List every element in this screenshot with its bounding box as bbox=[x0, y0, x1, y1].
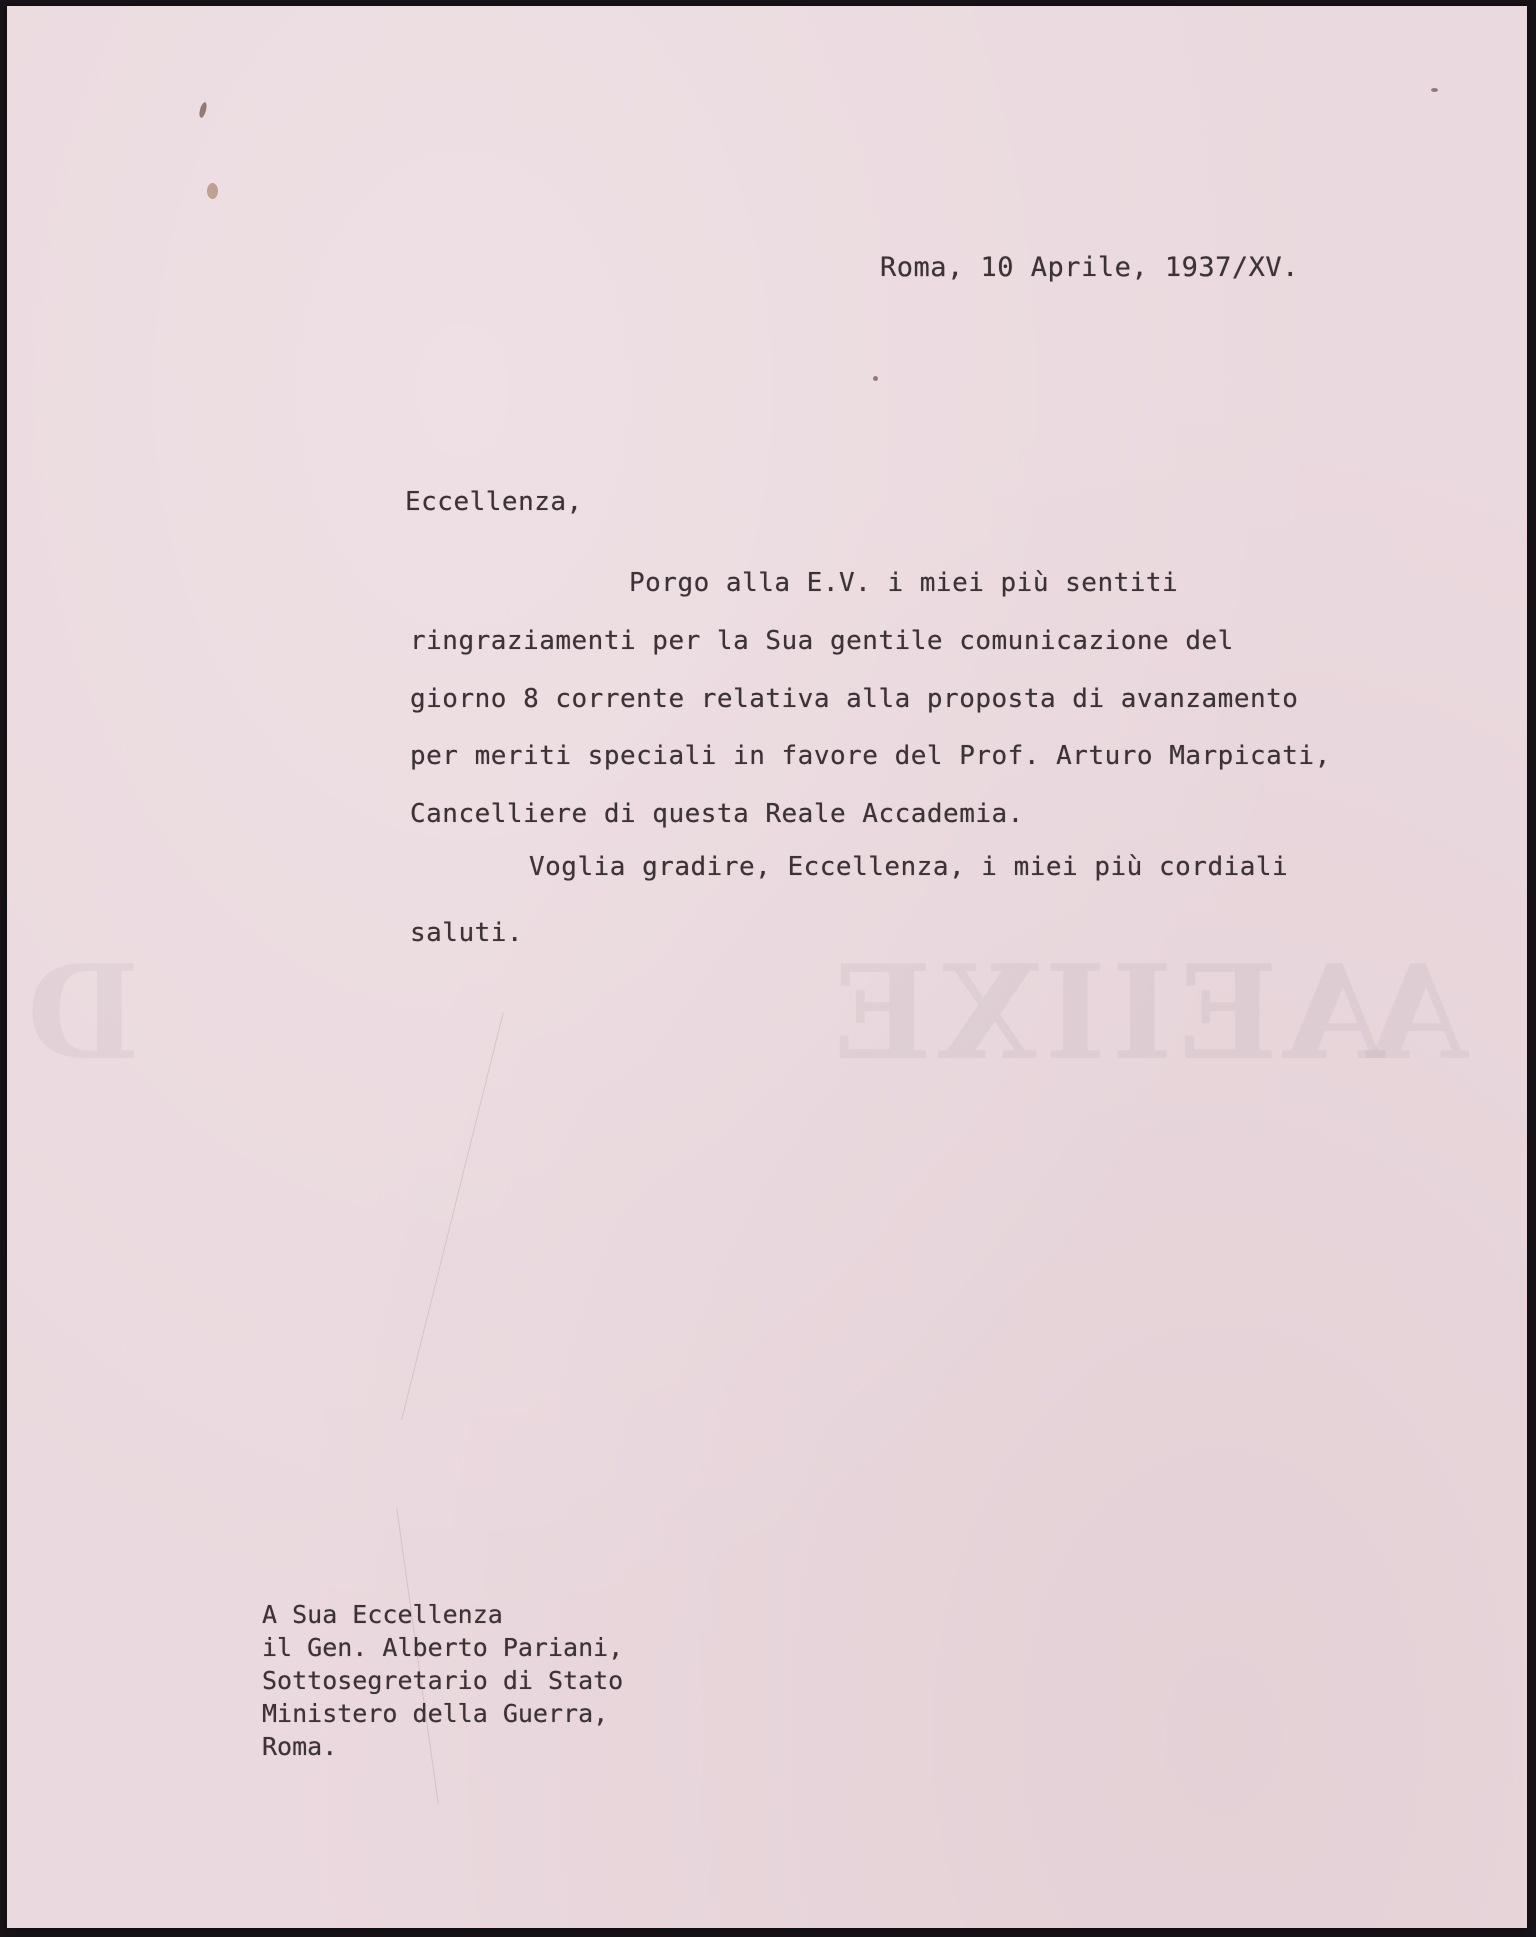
show-through-mark-right: A bbox=[1367, 936, 1468, 1089]
address-line: A Sua Eccellenza bbox=[262, 1600, 503, 1629]
ink-speck bbox=[873, 376, 878, 381]
letter-salutation: Eccellenza, bbox=[405, 487, 583, 517]
paper-crease bbox=[401, 1012, 504, 1420]
letter-date: Roma, 10 Aprile, 1937/XV. bbox=[880, 252, 1299, 283]
body-line: saluti. bbox=[410, 918, 524, 948]
body-line: per meriti speciali in favore del Prof. Arturo Marpicati, bbox=[410, 741, 1331, 771]
show-through-mark-left: D bbox=[27, 936, 140, 1089]
body-line: ringraziamenti per la Sua gentile comunicazione del bbox=[410, 626, 1234, 656]
body-line: giorno 8 corrente relativa alla proposta di avanzamento bbox=[410, 684, 1299, 714]
body-line: Porgo alla E.V. i miei più sentiti bbox=[629, 568, 1179, 598]
address-line: il Gen. Alberto Pariani, bbox=[262, 1633, 624, 1662]
ink-speck bbox=[198, 101, 208, 118]
address-line: Roma. bbox=[262, 1732, 338, 1761]
ink-speck bbox=[1431, 88, 1438, 92]
letter-sheet bbox=[7, 6, 1527, 1928]
address-line: Ministero della Guerra, bbox=[262, 1699, 609, 1728]
body-line: Cancelliere di questa Reale Accademia. bbox=[410, 799, 1024, 829]
body-line: Voglia gradire, Eccellenza, i miei più cordiali bbox=[529, 852, 1289, 882]
show-through-letterhead: AEIIXE bbox=[827, 936, 1385, 1089]
recipient-address bbox=[262, 1598, 623, 1763]
ink-speck bbox=[207, 183, 218, 199]
address-line: Sottosegretario di Stato bbox=[262, 1666, 624, 1695]
